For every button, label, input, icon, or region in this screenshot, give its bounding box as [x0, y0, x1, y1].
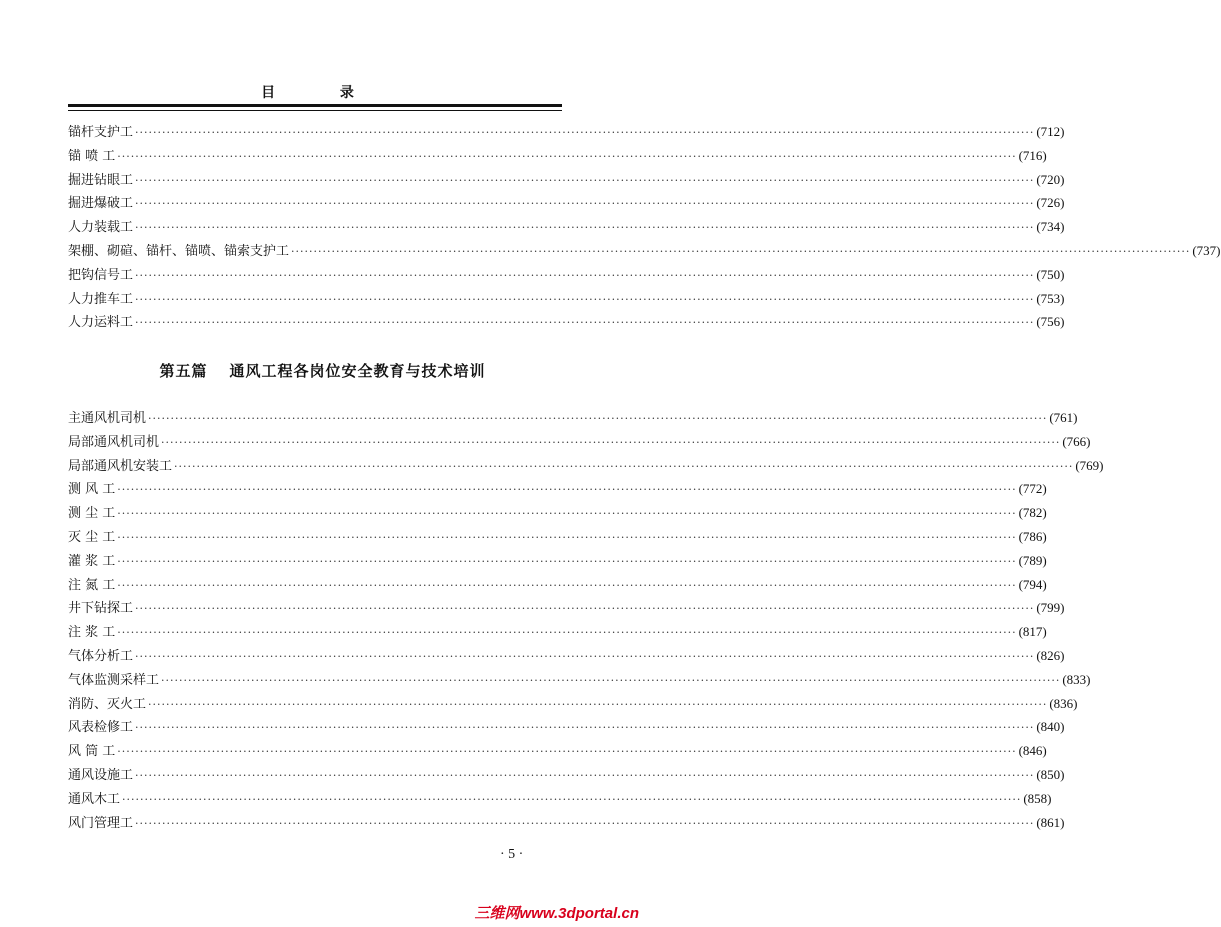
section-title: 通风工程各岗位安全教育与技术培训	[229, 362, 486, 380]
toc-leader-dots: ········································································································································································································	[161, 673, 1061, 687]
toc-leader-dots: ········································································································································································································	[135, 816, 1035, 830]
toc-entry[interactable]	[68, 287, 1065, 311]
toc-entry-page: (794)	[1018, 576, 1047, 592]
toc-entry-title: 通风木工	[68, 791, 121, 807]
toc-entry[interactable]	[68, 525, 1047, 549]
toc-entry[interactable]	[68, 692, 1078, 716]
toc-entry-title: 掘进钻眼工	[68, 172, 134, 188]
toc-leader-dots: ········································································································································································································	[117, 626, 1017, 640]
toc-entry-page: (789)	[1018, 552, 1047, 568]
toc-entry[interactable]	[68, 144, 1047, 168]
toc-entry-title: 人力装载工	[68, 220, 134, 236]
toc-entry-page: (720)	[1036, 171, 1065, 187]
toc-leader-dots: ········································································································································································································	[291, 244, 1191, 258]
toc-entry[interactable]	[68, 168, 1065, 192]
toc-entry-page: (716)	[1018, 147, 1047, 163]
toc-entry-title: 通风设施工	[68, 767, 134, 783]
toc-entry-page: (753)	[1036, 290, 1065, 306]
toc-entry-page: (799)	[1036, 600, 1065, 616]
toc-entry-page: (772)	[1018, 481, 1047, 497]
toc-entry-page: (737)	[1192, 242, 1221, 258]
header-rule-thin	[68, 110, 562, 111]
toc-leader-dots: ········································································································································································································	[174, 459, 1074, 473]
toc-entry-page: (846)	[1018, 743, 1047, 759]
toc-entry[interactable]	[68, 477, 1047, 501]
toc-leader-dots: ········································································································································································································	[135, 649, 1035, 663]
toc-leader-dots: ········································································································································································································	[135, 173, 1035, 187]
toc-entry-title: 井下钻探工	[68, 601, 134, 617]
toc-entry-page: (756)	[1036, 314, 1065, 330]
toc-entry-title: 注 氮 工	[68, 577, 116, 593]
toc-entry-page: (786)	[1018, 528, 1047, 544]
toc-leader-dots: ········································································································································································································	[135, 292, 1035, 306]
toc-entry-title: 气体监测采样工	[68, 672, 160, 688]
toc-leader-dots: ········································································································································································································	[135, 197, 1035, 211]
header-title: 目 录	[261, 85, 384, 101]
toc-leader-dots: ········································································································································································································	[117, 483, 1017, 497]
toc-entry-page: (712)	[1036, 124, 1065, 139]
toc-leader-dots: ········································································································································································································	[148, 697, 1048, 711]
toc-entry[interactable]	[68, 263, 1065, 287]
section-number: 第五篇	[159, 362, 208, 380]
page-number: · 5 ·	[500, 847, 524, 862]
watermark-logo: 三维网www.3dportal.cn	[398, 901, 645, 927]
toc-entry-page: (769)	[1075, 457, 1104, 473]
toc-leader-dots: ········································································································································································································	[161, 435, 1061, 449]
toc-entry-title: 消防、灭火工	[68, 696, 147, 712]
toc-leader-dots: ········································································································································································································	[135, 126, 1035, 139]
toc-leader-dots: ········································································································································································································	[117, 554, 1017, 568]
toc-entry-page: (858)	[1023, 790, 1052, 806]
toc-entry-page: (782)	[1018, 505, 1047, 521]
toc-entry-title: 测 风 工	[68, 482, 116, 498]
toc-entry[interactable]	[68, 715, 1065, 739]
toc-leader-dots: ········································································································································································································	[117, 745, 1017, 759]
toc-entry-title: 把钩信号工	[68, 267, 134, 283]
toc-entry-page: (817)	[1018, 624, 1047, 640]
toc-leader-dots: ········································································································································································································	[117, 578, 1017, 592]
toc-entry-page: (840)	[1036, 719, 1065, 735]
toc-group-2	[68, 406, 1104, 834]
toc-entry-page: (836)	[1049, 695, 1078, 711]
toc-entry[interactable]	[68, 787, 1052, 811]
toc-leader-dots: ········································································································································································································	[135, 768, 1035, 782]
toc-entry-page: (766)	[1062, 433, 1091, 449]
toc-leader-dots: ········································································································································································································	[122, 792, 1022, 806]
toc-entry[interactable]	[68, 549, 1047, 573]
toc-entry-title: 测 尘 工	[68, 506, 116, 522]
toc-entry[interactable]	[68, 620, 1047, 644]
toc-entry[interactable]	[68, 215, 1065, 239]
toc-entry-title: 局部通风机安装工	[68, 458, 173, 474]
toc-entry-page: (726)	[1036, 195, 1065, 211]
toc-entry-page: (861)	[1036, 814, 1065, 830]
toc-leader-dots: ········································································································································································································	[135, 268, 1035, 282]
toc-entry-title: 风门管理工	[68, 815, 134, 831]
toc-entry-title: 人力运料工	[68, 315, 134, 331]
toc-entry[interactable]	[68, 310, 1065, 334]
toc-entry-title: 掘进爆破工	[68, 196, 134, 212]
toc-leader-dots: ········································································································································································································	[117, 507, 1017, 521]
toc-entry-title: 灌 浆 工	[68, 553, 116, 569]
toc-entry-page: (750)	[1036, 266, 1065, 282]
toc-entry-page: (761)	[1049, 410, 1078, 425]
toc-entry[interactable]	[68, 501, 1047, 525]
header-rule-thick	[68, 104, 562, 107]
toc-entry-page: (833)	[1062, 671, 1091, 687]
toc-entry-page: (850)	[1036, 766, 1065, 782]
toc-entry[interactable]	[68, 120, 1065, 144]
toc-entry[interactable]	[68, 430, 1091, 454]
toc-group-1	[68, 120, 1221, 334]
toc-leader-dots: ········································································································································································································	[148, 412, 1048, 425]
toc-entry-page: (734)	[1036, 219, 1065, 235]
toc-entry[interactable]	[68, 454, 1104, 478]
toc-entry-title: 风 筒 工	[68, 744, 116, 760]
toc-leader-dots: ········································································································································································································	[117, 530, 1017, 544]
toc-leader-dots: ········································································································································································································	[117, 149, 1017, 163]
toc-entry-title: 灭 尘 工	[68, 529, 116, 545]
toc-entry[interactable]	[68, 644, 1065, 668]
toc-entry[interactable]	[68, 668, 1091, 692]
toc-entry-title: 注 浆 工	[68, 625, 116, 641]
toc-entry[interactable]	[68, 239, 1221, 263]
toc-leader-dots: ········································································································································································································	[135, 316, 1035, 330]
toc-entry[interactable]	[68, 573, 1047, 597]
toc-entry-title: 架棚、砌碹、锚杆、锚喷、锚索支护工	[68, 243, 290, 259]
toc-entry-title: 锚杆支护工	[68, 125, 134, 140]
toc-entry-title: 人力推车工	[68, 291, 134, 307]
section-heading	[0, 360, 645, 381]
toc-entry[interactable]	[68, 406, 1078, 430]
toc-entry[interactable]	[68, 191, 1065, 215]
toc-entry-title: 气体分析工	[68, 648, 134, 664]
toc-entry[interactable]	[68, 596, 1065, 620]
toc-leader-dots: ········································································································································································································	[135, 221, 1035, 235]
toc-entry[interactable]	[68, 763, 1065, 787]
toc-entry-page: (826)	[1036, 647, 1065, 663]
toc-entry[interactable]	[68, 811, 1065, 835]
toc-entry-title: 局部通风机司机	[68, 434, 160, 450]
toc-leader-dots: ········································································································································································································	[135, 602, 1035, 616]
toc-entry-title: 锚 喷 工	[68, 148, 116, 164]
toc-leader-dots: ········································································································································································································	[135, 721, 1035, 735]
toc-entry-title: 主通风机司机	[68, 411, 147, 426]
toc-entry-title: 风表检修工	[68, 720, 134, 736]
toc-entry[interactable]	[68, 739, 1047, 763]
